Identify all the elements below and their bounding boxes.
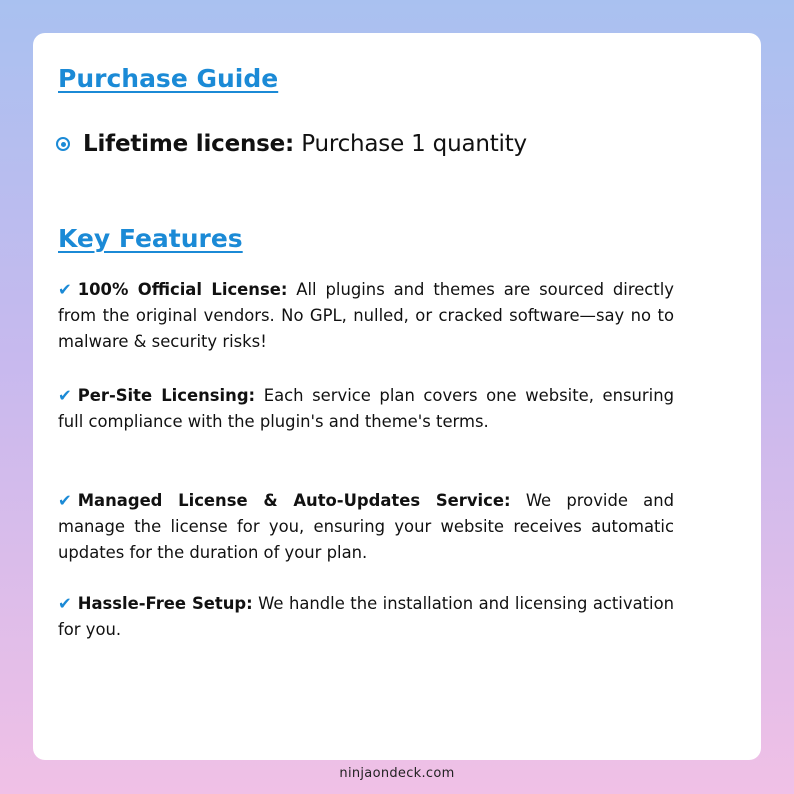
feature-text: All plugins and themes are sourced directly from the original vendors. No GPL, nulled, or cracked software—say no to malware & security risks! (58, 280, 674, 351)
lifetime-license-item (56, 129, 527, 159)
checkmark-icon: ✔ (58, 386, 72, 405)
checkmark-icon: ✔ (58, 280, 72, 299)
feature-title: Managed License & Auto-Updates Service: (77, 491, 511, 510)
feature-title: 100% Official License: (77, 280, 288, 299)
feature-text: We provide and manage the license for you, ensuring your website receives automatic updates for the duration of your plan. (58, 491, 675, 562)
feature-title: Per-Site Licensing: (77, 386, 256, 405)
lifetime-license-value: Purchase 1 quantity (301, 131, 527, 157)
feature-official-license (58, 277, 674, 355)
feature-text: Each service plan covers one website, ensuring full compliance with the plugin's and theme's terms. (58, 386, 675, 431)
key-features-heading: Key Features (58, 224, 243, 253)
lifetime-license-label: Lifetime license: (83, 131, 295, 157)
feature-title: Hassle-Free Setup: (77, 594, 253, 613)
feature-hassle-free-setup (58, 591, 674, 643)
footer-domain: ninjaondeck.com (339, 766, 455, 781)
feature-text: We handle the installation and licensing activation for you. (58, 594, 675, 639)
feature-managed-license (58, 488, 674, 566)
purchase-guide-heading: Purchase Guide (58, 64, 279, 93)
checkmark-icon: ✔ (58, 594, 72, 613)
checkmark-icon: ✔ (58, 491, 72, 510)
bullet-circle-icon (56, 137, 70, 151)
feature-per-site-licensing (58, 383, 674, 435)
lifetime-license-text (83, 129, 527, 159)
